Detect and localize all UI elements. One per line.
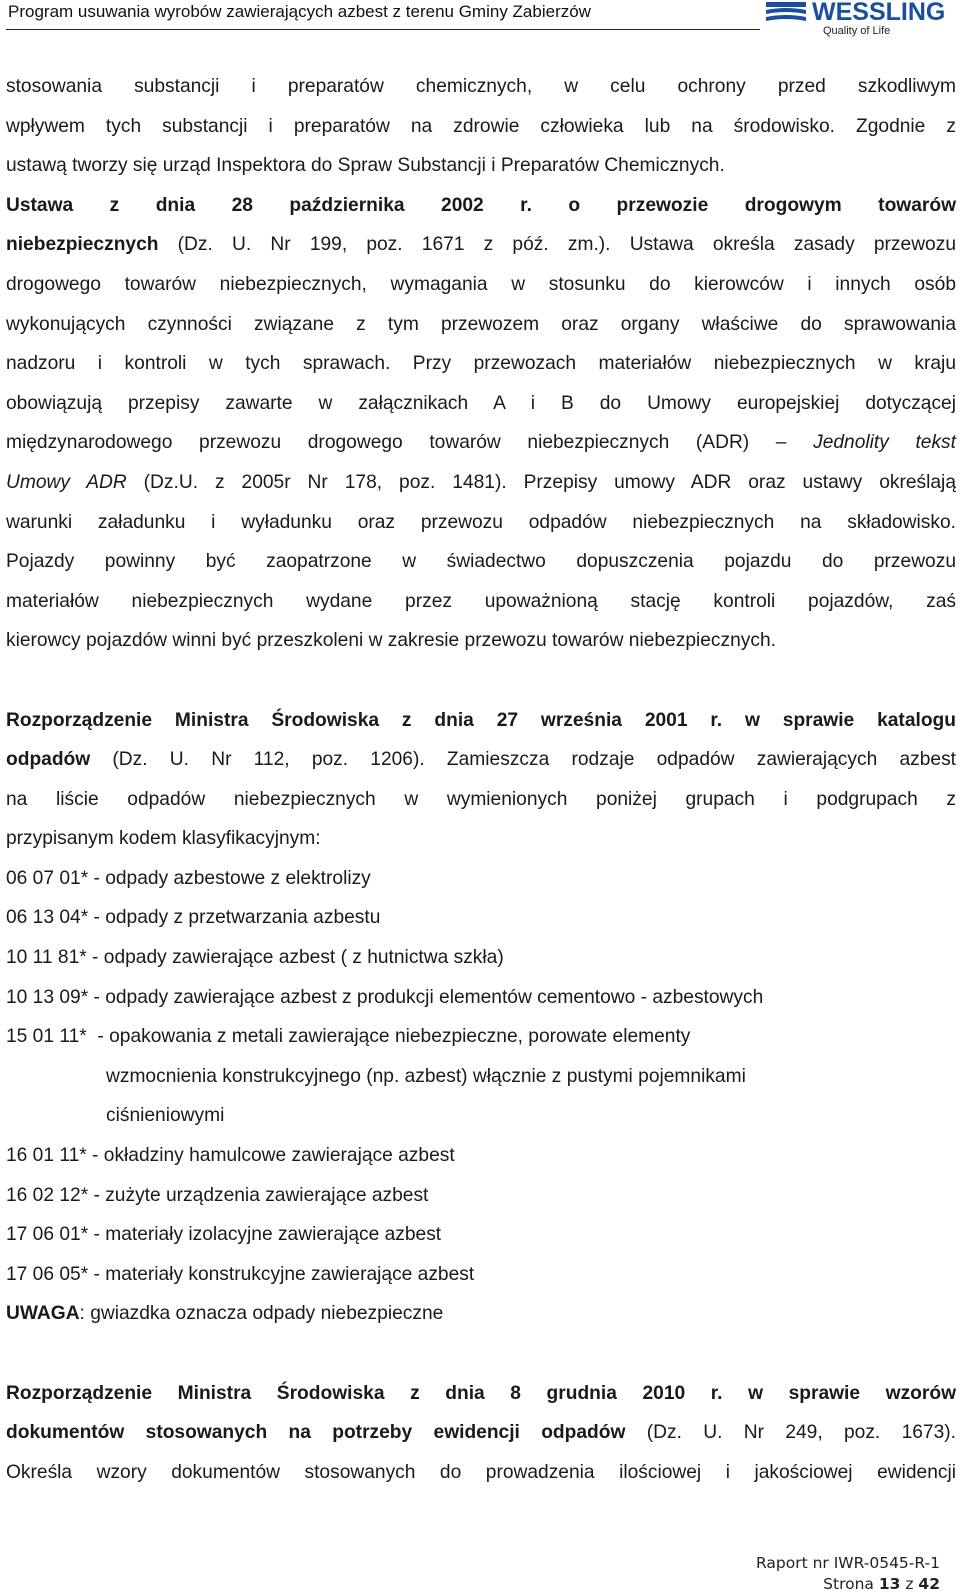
waste-code-item: 17 06 05* - materiały konstrukcyjne zawierające azbest: [6, 1263, 475, 1285]
text-span: (Dz. U. Nr 112, poz. 1206). Zamieszcza rodzaje odpadów zawierających azbest: [90, 749, 956, 771]
text-span: (Dz. U. Nr 199, poz. 1671 z póź. zm.). Ustawa określa zasady przewozu: [158, 234, 956, 256]
waste-code-item: 15 01 11* - opakowania z metali zawierające niebezpieczne, porowate elementy: [6, 1026, 691, 1048]
text-span: (Dz.U. z 2005r Nr 178, poz. 1481). Przepisy umowy ADR oraz ustawy określają: [126, 471, 956, 493]
text-line: przypisanym kodem klasyfikacyjnym:: [6, 828, 321, 850]
italic-span: Jednolity tekst: [813, 432, 956, 454]
text-line: [6, 463, 956, 503]
waste-code-continuation: wzmocnienia konstrukcyjnego (np. azbest) włącznie z pustymi pojemnikami: [106, 1065, 746, 1087]
regulation-title-line: Rozporządzenie Ministra Środowiska z dnia 27 września 2001 r. w sprawie katalogu: [6, 709, 956, 731]
waste-code-item: 16 02 12* - zużyte urządzenia zawierające azbest: [6, 1184, 429, 1206]
text-span: międzynarodowego przewozu drogowego towarów niebezpiecznych (ADR) –: [6, 432, 814, 454]
waste-code-item: 06 13 04* - odpady z przetwarzania azbestu: [6, 907, 381, 929]
act-title-line: Ustawa z dnia 28 października 2002 r. o przewozie drogowym towarów: [6, 194, 956, 216]
logo-wordmark: WESSLING: [812, 0, 946, 26]
text-line: obowiązują przepisy zawarte w załącznikach A i B do Umowy europejskiej dotyczącej: [6, 392, 956, 414]
page-total: 42: [918, 1575, 940, 1593]
page-separator: z: [900, 1575, 919, 1593]
text-line: Pojazdy powinny być zaopatrzone w świadectwo dopuszczenia pojazdu do przewozu: [6, 551, 956, 573]
note-line: [6, 1294, 956, 1334]
text-line: stosowania substancji i preparatów chemicznych, w celu ochrony przed szkodliwym: [6, 76, 956, 97]
text-line: [6, 1413, 956, 1453]
paragraph-spacer: [6, 661, 956, 701]
logo-tagline: Quality of Life: [823, 25, 891, 37]
text-line: wpływem tych substancji i preparatów na zdrowie człowieka lub na środowisko. Zgodnie z: [6, 115, 956, 137]
document-title: Program usuwania wyrobów zawierających azbest z terenu Gminy Zabierzów: [8, 2, 591, 21]
header-divider: [6, 29, 760, 30]
text-span: (Dz. U. Nr 249, poz. 1673).: [625, 1422, 956, 1444]
text-line: [6, 423, 956, 463]
waste-code-item: 17 06 01* - materiały izolacyjne zawierające azbest: [6, 1224, 442, 1246]
waste-code-item: 10 11 81* - odpady zawierające azbest ( z hutnictwa szkła): [6, 947, 504, 969]
text-line: nadzoru i kontroli w tych sprawach. Przy przewozach materiałów niebezpiecznych w kraju: [6, 353, 956, 375]
text-line: warunki załadunku i wyładunku oraz przewozu odpadów niebezpiecznych na składowisko.: [6, 511, 956, 533]
text-line: ustawą tworzy się urząd Inspektora do Spraw Substancji i Preparatów Chemicznych.: [6, 155, 725, 177]
regulation-title-line: Rozporządzenie Ministra Środowiska z dnia 8 grudnia 2010 r. w sprawie wzorów: [6, 1382, 956, 1404]
text-line: na liście odpadów niebezpiecznych w wymienionych poniżej grupach i podgrupach z: [6, 788, 956, 810]
text-line: Określa wzory dokumentów stosowanych do prowadzenia ilościowej i jakościowej ewidencji: [6, 1461, 956, 1483]
text-line: drogowego towarów niebezpiecznych, wymagania w stosunku do kierowców i innych osób: [6, 273, 956, 295]
text-line: materiałów niebezpiecznych wydane przez upoważnioną stację kontroli pojazdów, zaś: [6, 590, 956, 612]
report-number: Raport nr IWR-0545-R-1: [755, 1554, 940, 1572]
act-title-end: niebezpiecznych: [6, 234, 159, 256]
page-current: 13: [878, 1575, 901, 1593]
wessling-logo-icon: [766, 2, 810, 24]
regulation-title-end: dokumentów stosowanych na potrzeby ewidencji odpadów: [6, 1422, 626, 1444]
page-number: [823, 1575, 940, 1593]
waste-code-item: 10 13 09* - odpady zawierające azbest z produkcji elementów cementowo - azbestowych: [6, 986, 764, 1008]
waste-code-item: 16 01 11* - okładziny hamulcowe zawierające azbest: [6, 1145, 455, 1167]
note-text: : gwiazdka oznacza odpady niebezpieczne: [79, 1303, 444, 1325]
italic-span: Umowy ADR: [6, 471, 127, 493]
paragraph-spacer: [6, 1334, 956, 1374]
regulation-title-end: odpadów: [6, 749, 91, 771]
text-line: [6, 740, 956, 780]
text-line: kierowcy pojazdów winni być przeszkoleni w zakresie przewozu towarów niebezpiecznych.: [6, 630, 776, 652]
page-prefix: Strona: [823, 1575, 879, 1593]
text-line: wykonujących czynności związane z tym przewozem oraz organy właściwe do sprawowania: [6, 313, 956, 335]
page-header: [0, 0, 960, 50]
document-body: [6, 67, 956, 1492]
note-label: UWAGA: [6, 1303, 80, 1325]
wessling-logo: [766, 0, 956, 42]
text-line: [6, 225, 956, 265]
waste-code-item: 06 07 01* - odpady azbestowe z elektrolizy: [6, 867, 371, 889]
waste-code-continuation: ciśnieniowymi: [106, 1105, 225, 1127]
